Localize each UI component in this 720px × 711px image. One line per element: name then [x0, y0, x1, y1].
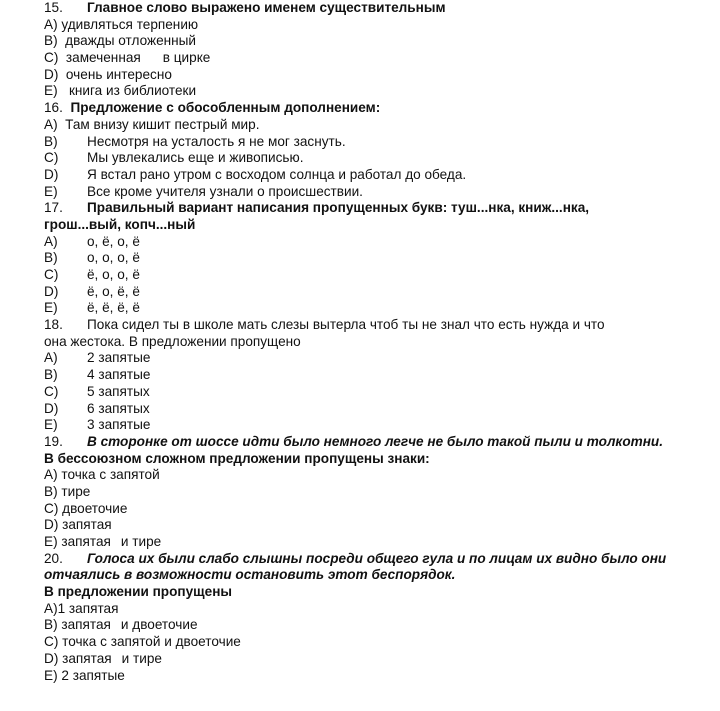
option-letter: B): [44, 33, 58, 49]
q16-option-d: [44, 167, 704, 184]
q17-option-b: [44, 250, 704, 267]
q20-heading: [44, 551, 704, 568]
option-letter: E): [44, 534, 58, 549]
q19-option-c: [44, 501, 704, 518]
option-letter: D): [44, 400, 59, 416]
option-letter: A): [44, 350, 58, 366]
option-text: удивляться терпению: [61, 16, 199, 32]
option-text: 6 запятых: [87, 400, 150, 416]
option-letter: D): [44, 166, 59, 182]
option-text: Все кроме учителя узнали о происшествии.: [87, 183, 363, 199]
option-letter: B): [44, 617, 58, 633]
q19-option-b: [44, 484, 704, 501]
option-text: тире: [61, 483, 91, 499]
option-text: Там внизу кишит пестрый мир.: [65, 116, 260, 132]
option-text: 4 запятые: [87, 367, 151, 383]
q20-option-a: [44, 601, 704, 618]
q19-option-d: [44, 517, 704, 534]
q17-title-line2: грош...вый, копч...ный: [44, 216, 196, 232]
option-text: книга из библиотеки: [68, 83, 197, 99]
option-letter: E): [44, 417, 58, 433]
option-letter: A): [44, 116, 58, 132]
q20-option-b: [44, 617, 704, 634]
q18-option-e: [44, 417, 704, 434]
option-text: в цирке: [162, 50, 211, 66]
option-letter: E): [44, 300, 58, 316]
option-letter: A): [44, 467, 58, 483]
option-letter: A): [44, 16, 58, 32]
worksheet-page: [44, 0, 704, 684]
q19-heading: [44, 434, 704, 451]
option-text: Несмотря на усталость я не мог заснуть.: [87, 133, 346, 149]
option-letter: B): [44, 250, 58, 266]
q17-option-a: [44, 234, 704, 251]
option-text: 1 запятая: [57, 600, 119, 616]
q20-option-e: [44, 668, 704, 685]
option-text: и двоеточие: [120, 617, 198, 633]
q16-option-c: [44, 150, 704, 167]
option-letter: C): [44, 267, 59, 282]
q17-option-e: [44, 300, 704, 317]
option-letter: C): [44, 634, 59, 650]
q16-heading: [44, 100, 704, 117]
q19-question: [44, 451, 704, 468]
q18-option-d: [44, 401, 704, 418]
option-text: Мы увлекались еще и живописью.: [87, 150, 304, 166]
q16-option-a: [44, 117, 704, 134]
q17-title-line1: Правильный вариант написания пропущенных букв: туш...нка, книж...нка,: [87, 200, 590, 216]
q20-sentence-line2: отчаялись в возможности остановить этот беспорядок.: [44, 567, 456, 583]
option-text: ё, о, ё, ё: [87, 283, 140, 299]
option-letter: C): [44, 50, 59, 66]
option-text: о, о, о, ё: [87, 250, 140, 266]
q18-heading: [44, 317, 704, 334]
q16-option-b: [44, 134, 704, 151]
q15-option-e: [44, 83, 704, 100]
option-letter: B): [44, 367, 58, 383]
option-text: 3 запятые: [87, 417, 151, 433]
option-text: Я встал рано утром с восходом солнца и работал до обеда.: [87, 166, 467, 182]
q15-number: 15.: [44, 0, 63, 15]
q18-number: 18.: [44, 317, 63, 333]
option-text: о, ё, о, ё: [87, 233, 140, 249]
q18-option-c: [44, 384, 704, 401]
q16-title: Предложение с обособленным дополнением:: [70, 100, 381, 116]
option-letter: E): [44, 667, 58, 683]
q20-question: [44, 584, 704, 601]
option-text: двоеточие: [62, 500, 128, 516]
q20-question-text: В предложении пропущены: [44, 584, 233, 600]
option-text: запятая: [62, 650, 112, 666]
option-letter: A): [44, 233, 58, 249]
option-text: запятая: [61, 534, 111, 549]
q18-option-a: [44, 350, 704, 367]
q15-option-b: [44, 33, 704, 50]
q15-option-a: [44, 17, 704, 34]
option-text: запятая: [62, 517, 112, 533]
option-letter: D): [44, 66, 59, 82]
option-text: и тире: [120, 534, 162, 549]
q20-option-d: [44, 651, 704, 668]
option-text: и тире: [121, 650, 162, 666]
option-letter: D): [44, 650, 59, 666]
q15-heading: [44, 0, 704, 17]
option-letter: C): [44, 500, 59, 516]
option-letter: D): [44, 283, 59, 299]
q18-text-line1: Пока сидел ты в школе мать слезы вытерла чтоб ты не знал что есть нужда и что: [87, 317, 605, 333]
option-text: запятая: [61, 617, 111, 633]
q18-option-b: [44, 367, 704, 384]
option-letter: D): [44, 517, 59, 533]
q19-option-e: [44, 534, 704, 551]
q20-heading-cont: [44, 567, 704, 584]
q17-heading: [44, 200, 704, 217]
option-text: ё, о, о, ё: [87, 267, 140, 282]
q19-option-a: [44, 467, 704, 484]
q20-option-c: [44, 634, 704, 651]
option-letter: E): [44, 83, 58, 99]
q20-number: 20.: [44, 550, 63, 566]
q16-option-e: [44, 184, 704, 201]
option-text: замеченная: [65, 50, 141, 66]
q15-option-c: [44, 50, 704, 67]
option-text: точка с запятой: [61, 467, 160, 483]
q18-text-line2: она жестока. В предложении пропущено: [44, 333, 301, 349]
option-letter: E): [44, 183, 58, 199]
q19-number: 19.: [44, 433, 63, 449]
option-text: очень интересно: [65, 66, 172, 82]
option-text: 5 запятых: [87, 383, 150, 399]
q20-sentence-line1: Голоса их были слабо слышны посреди общего гула и по лицам их видно было они: [87, 550, 667, 566]
q15-title: Главное слово выражено именем существительным: [87, 0, 446, 15]
option-letter: C): [44, 383, 59, 399]
q16-number: 16.: [44, 100, 63, 116]
option-letter: C): [44, 150, 59, 166]
option-letter: B): [44, 483, 58, 499]
q19-sentence: В сторонке от шоссе идти было немного легче не было такой пыли и толкотни.: [87, 433, 663, 449]
q17-number: 17.: [44, 200, 63, 216]
option-text: 2 запятые: [61, 667, 125, 683]
q18-heading-cont: [44, 334, 704, 351]
q17-heading-cont: [44, 217, 704, 234]
option-text: ё, ё, ё, ё: [87, 300, 140, 316]
q15-option-d: [44, 67, 704, 84]
q17-option-d: [44, 284, 704, 301]
q19-question-text: В бессоюзном сложном предложении пропущены знаки:: [44, 450, 430, 466]
option-letter: A): [44, 600, 58, 616]
option-text: дважды отложенный: [65, 33, 197, 49]
option-text: точка с запятой и двоеточие: [62, 634, 241, 650]
q17-option-c: [44, 267, 704, 284]
option-text: 2 запятые: [87, 350, 151, 366]
option-letter: B): [44, 133, 58, 149]
